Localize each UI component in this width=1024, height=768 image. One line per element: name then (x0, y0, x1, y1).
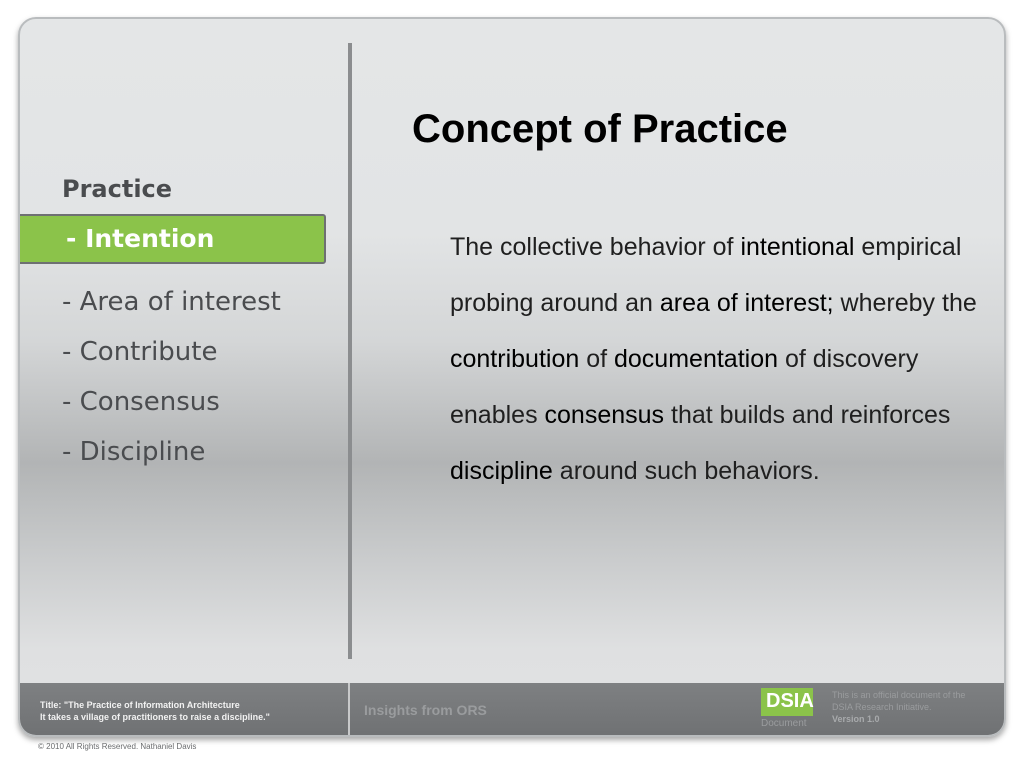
body-text: empirical probing around an (450, 233, 962, 317)
body-keyword: area of interest; (659, 289, 834, 317)
body-keyword: discipline (450, 457, 553, 485)
body-text: The collective behavior of (450, 233, 741, 261)
copyright-notice: © 2010 All Rights Reserved. Nathaniel Davis (38, 742, 197, 751)
vertical-divider (348, 43, 352, 659)
footer-title-line: It takes a village of practitioners to raise a discipline." (40, 712, 270, 722)
footer-bar (20, 683, 1006, 737)
body-text: of discovery enables (450, 345, 919, 429)
footer-divider (348, 683, 350, 737)
version-label: Version 1.0 (832, 714, 880, 724)
nav-heading: Practice (62, 175, 173, 203)
footer-title-line: Title: "The Practice of Information Architecture (40, 700, 240, 710)
body-keyword: documentation (614, 345, 779, 373)
footer-title (40, 699, 270, 723)
dsia-logo (761, 688, 813, 716)
footer-insights: Insights from ORS (364, 702, 487, 718)
slide (18, 17, 1006, 737)
dsia-logo-subtitle: Document (761, 718, 807, 729)
official-notice (832, 689, 965, 725)
body-text: of (579, 345, 614, 373)
nav-item-contribute[interactable]: - Contribute (62, 337, 218, 367)
body-text: that builds and reinforces (664, 401, 951, 429)
official-line: DSIA Research Initiative. (832, 702, 932, 712)
official-line: This is an official document of the (832, 690, 966, 700)
nav-item-discipline[interactable]: - Discipline (62, 437, 206, 467)
dsia-logo-text: DSIA (766, 690, 814, 712)
nav-item-label: - Intention (66, 224, 215, 253)
body-text: whereby the (833, 289, 977, 317)
body-keyword: intentional (740, 233, 855, 261)
nav-item-area-of-interest[interactable]: - Area of interest (62, 287, 281, 317)
body-text: around such behaviors. (552, 457, 820, 485)
body-keyword: contribution (450, 345, 580, 373)
nav-item-intention[interactable] (18, 214, 326, 264)
slide-title: Concept of Practice (412, 107, 788, 151)
nav-item-consensus[interactable]: - Consensus (62, 387, 220, 417)
body-keyword: consensus (544, 401, 665, 429)
slide-body (450, 219, 980, 499)
